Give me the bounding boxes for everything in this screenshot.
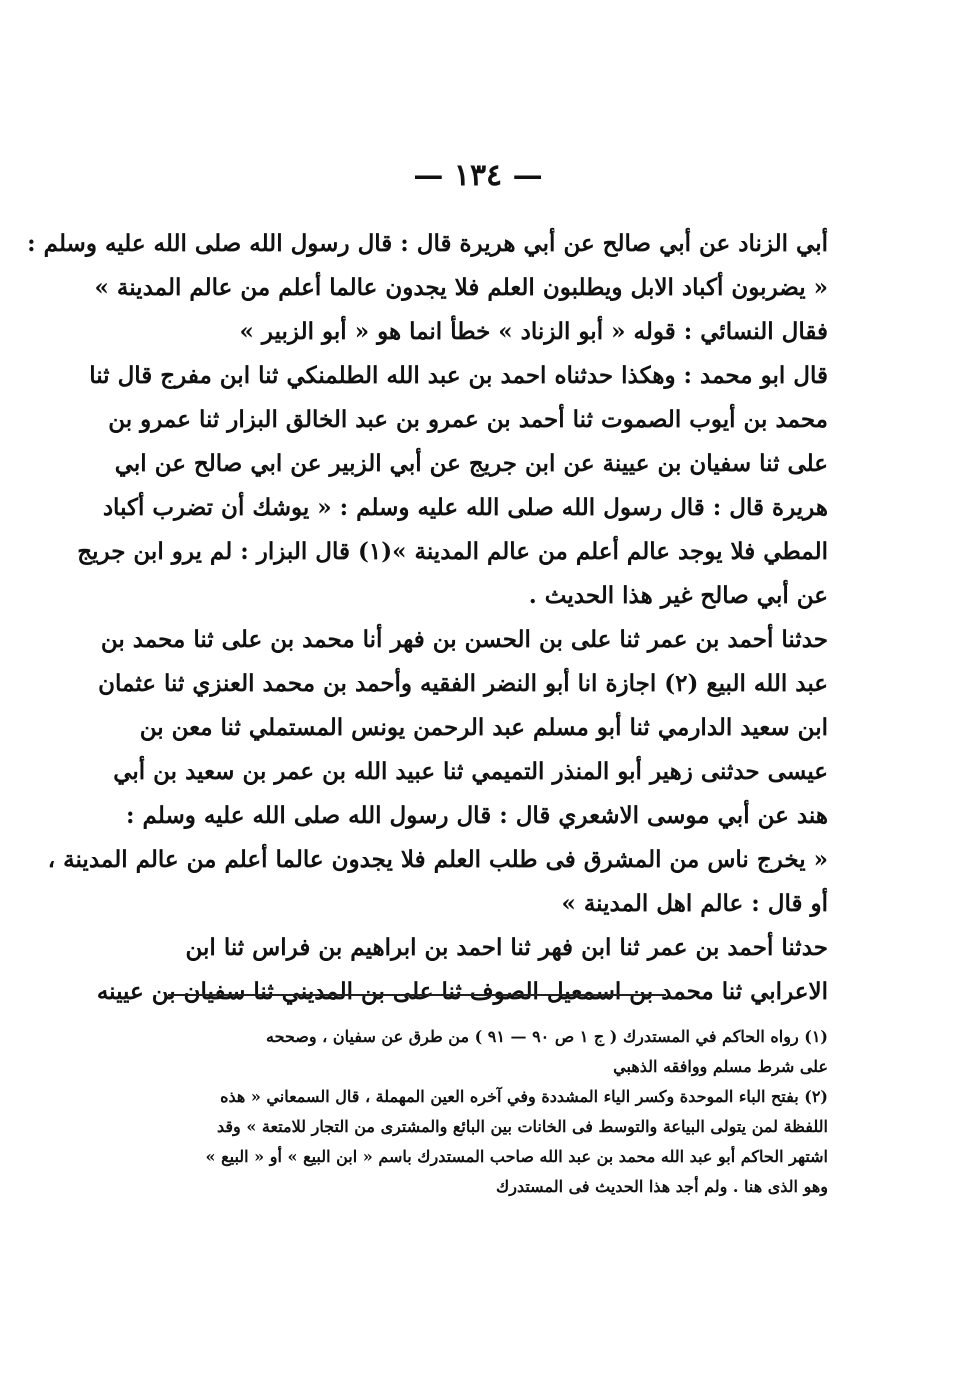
text-line: قال ابو محمد : وهكذا حدثناه احمد بن عبد الله الطلمنكي ثنا ابن مفرج قال ثنا <box>89 362 828 389</box>
text-line: المطي فلا يوجد عالم أعلم من عالم المدينة »(١) قال البزار : لم يرو ابن جريج <box>77 538 828 565</box>
text-line: فقال النسائي : قوله « أبو الزناد » خطأ انما هو « أبو الزبير » <box>239 318 828 345</box>
main-text <box>27 222 828 1014</box>
footnote-line: اشتهر الحاكم أبو عبد الله محمد بن عبد الله صاحب المستدرك باسم « ابن البيع » أو « البيع » <box>205 1147 828 1166</box>
footnote-line: وهو الذى هنا . ولم أجد هذا الحديث فى المستدرك <box>496 1177 828 1196</box>
text-line: « يخرج ناس من المشرق فى طلب العلم فلا يجدون عالما أعلم من عالم المدينة ، <box>47 846 828 873</box>
footnote-line: (١) رواه الحاكم في المستدرك ( ج ١ ص ٩٠ — ٩١ ) من طرق عن سفيان ، وصححه <box>266 1027 828 1046</box>
text-line: حدثنا أحمد بن عمر ثنا على بن الحسن بن فهر أنا محمد بن على ثنا محمد بن <box>100 626 828 653</box>
footnote-line: اللفظة لمن يتولى البياعة والتوسط فى الخانات بين البائع والمشترى من التجار للامتعة » وقد <box>217 1117 828 1136</box>
text-line: الاعرابي ثنا محمد بن اسمعيل الصوف ثنا على بن المديني ثنا سفيان بن عيينه <box>96 978 828 1005</box>
text-line: هريرة قال : قال رسول الله صلى الله عليه وسلم : « يوشك أن تضرب أكباد <box>102 494 828 521</box>
footnote-line: (٢) بفتح الباء الموحدة وكسر الياء المشددة وفي آخره العين المهملة ، قال السمعاني « هذه <box>220 1087 828 1106</box>
page-number: — ١٣٤ — <box>413 158 543 193</box>
text-line: أبي الزناد عن أبي صالح عن أبي هريرة قال : قال رسول الله صلى الله عليه وسلم : <box>27 230 828 257</box>
footnote-separator <box>168 994 666 996</box>
text-line: « يضربون أكباد الابل ويطلبون العلم فلا يجدون عالما أعلم من عالم المدينة » <box>94 274 828 301</box>
text-line: عيسى حدثنى زهير أبو المنذر التميمي ثنا عبيد الله بن عمر بن سعيد بن أبي <box>113 758 828 785</box>
text-line: عبد الله البيع (٢) اجازة انا أبو النضر الفقيه وأحمد بن محمد العنزي ثنا عثمان <box>98 670 828 697</box>
footnote-line: على شرط مسلم ووافقه الذهبي <box>613 1057 828 1076</box>
text-line: أو قال : عالم اهل المدينة » <box>561 890 828 917</box>
text-line: هند عن أبي موسى الاشعري قال : قال رسول الله صلى الله عليه وسلم : <box>126 802 828 829</box>
text-line: حدثنا أحمد بن عمر ثنا ابن فهر ثنا احمد بن ابراهيم بن فراس ثنا ابن <box>185 934 828 961</box>
text-line: عن أبي صالح غير هذا الحديث . <box>528 582 828 609</box>
text-line: محمد بن أيوب الصموت ثنا أحمد بن عمرو بن عبد الخالق البزار ثنا عمرو بن <box>108 406 828 433</box>
text-line: على ثنا سفيان بن عيينة عن ابن جريج عن أبي الزبير عن ابي صالح عن ابي <box>114 450 828 477</box>
footnotes <box>128 1022 828 1202</box>
text-line: ابن سعيد الدارمي ثنا أبو مسلم عبد الرحمن يونس المستملي ثنا معن بن <box>139 714 828 741</box>
